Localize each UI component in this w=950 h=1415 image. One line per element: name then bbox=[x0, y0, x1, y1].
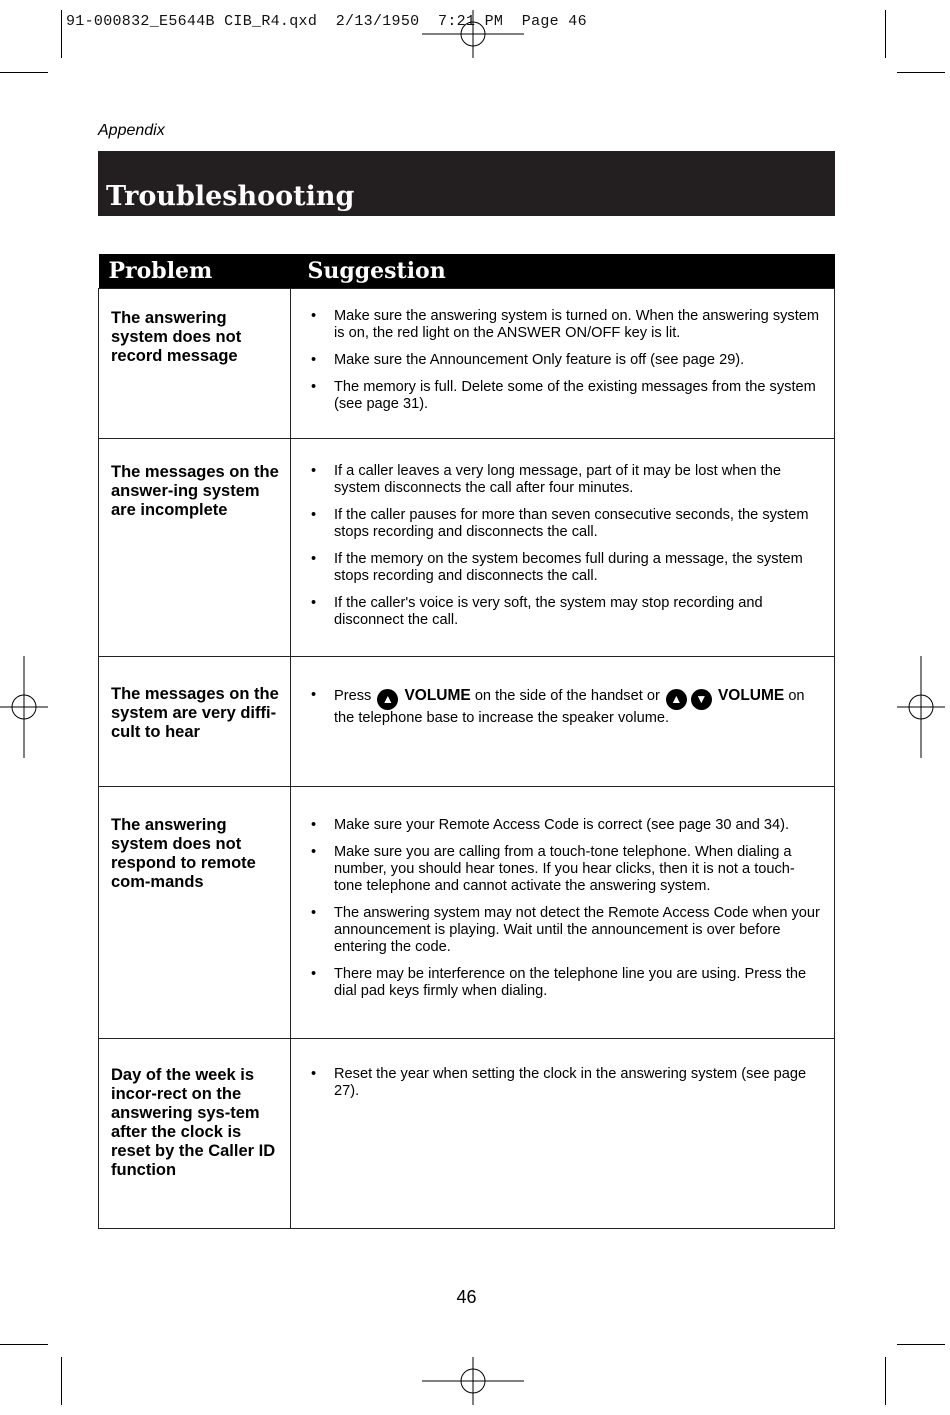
problem-cell: The answering system does not respond to remote com-mands bbox=[99, 787, 291, 1039]
problem-cell: The answering system does not record message bbox=[99, 289, 291, 439]
volume-up-icon: ▲ bbox=[666, 689, 687, 710]
crop-mark bbox=[0, 72, 48, 73]
suggestion-cell bbox=[291, 439, 835, 657]
crop-mark bbox=[885, 10, 886, 58]
header-problem: Problem bbox=[99, 254, 291, 289]
crop-mark bbox=[61, 10, 62, 58]
problem-cell: The messages on the answer-ing system are incomplete bbox=[99, 439, 291, 657]
table-row bbox=[99, 439, 835, 657]
volume-up-icon: ▲ bbox=[377, 689, 398, 710]
list-item: • The memory is full. Delete some of the existing messages from the system (see page 31). bbox=[311, 379, 822, 413]
volume-down-icon: ▼ bbox=[691, 689, 712, 710]
list-item: • Make sure the answering system is turned on. When the answering system is on, the red light on the ANSWER ON/OFF key is lit. bbox=[311, 308, 822, 342]
volume-key-label: VOLUME bbox=[717, 687, 785, 704]
list-item: • Reset the year when setting the clock in the answering system (see page 27). bbox=[311, 1066, 822, 1100]
press-text: Press bbox=[334, 688, 372, 704]
list-item: • The answering system may not detect the Remote Access Code when your announcement is playing. Wait until the announcement is over before entering the code. bbox=[311, 905, 822, 956]
list-item: • If the caller pauses for more than seven consecutive seconds, the system stops recording and disconnects the call. bbox=[311, 507, 822, 541]
list-item: • Make sure the Announcement Only feature is off (see page 29). bbox=[311, 352, 822, 369]
registration-mark-right bbox=[897, 656, 945, 758]
crop-mark bbox=[897, 1344, 945, 1345]
registration-mark-left bbox=[0, 656, 48, 758]
list-item: • If a caller leaves a very long message, part of it may be lost when the system disconnects the call after four minutes. bbox=[311, 463, 822, 497]
suggestion-list bbox=[311, 1066, 822, 1100]
page-title: Troubleshooting bbox=[106, 181, 355, 212]
suggestion-list bbox=[311, 463, 822, 629]
list-item: • There may be interference on the telephone line you are using. Press the dial pad keys firmly when dialing. bbox=[311, 966, 822, 1000]
suggestion-cell bbox=[291, 289, 835, 439]
registration-mark-top bbox=[422, 10, 524, 58]
list-item bbox=[311, 687, 822, 727]
list-item: • Make sure you are calling from a touch-tone telephone. When dialing a number, you should hear tones. If you hear clicks, then it is not a touch-tone telephone and cannot activate the answering system. bbox=[311, 844, 822, 895]
list-item: • If the caller's voice is very soft, the system may stop recording and disconnect the call. bbox=[311, 595, 822, 629]
table-row bbox=[99, 787, 835, 1039]
suggestion-list bbox=[311, 308, 822, 413]
volume-key-label: VOLUME bbox=[404, 687, 471, 704]
page-number: 46 bbox=[456, 1287, 477, 1307]
title-banner bbox=[98, 151, 835, 216]
suggestion-cell bbox=[291, 787, 835, 1039]
list-item: • Make sure your Remote Access Code is correct (see page 30 and 34). bbox=[311, 817, 822, 834]
print-slug: 91-000832_E5644B CIB_R4.qxd 2/13/1950 7:21 PM Page 46 bbox=[66, 13, 587, 30]
problem-cell: Day of the week is incor-rect on the answering sys-tem after the clock is reset by the Caller ID function bbox=[99, 1039, 291, 1229]
table-row bbox=[99, 289, 835, 439]
table-header-row bbox=[99, 254, 835, 289]
suggestion-list bbox=[311, 687, 822, 727]
problem-cell: The messages on the system are very diffi-cult to hear bbox=[99, 657, 291, 787]
crop-mark bbox=[897, 72, 945, 73]
registration-mark-bottom bbox=[422, 1357, 524, 1405]
crop-mark bbox=[885, 1357, 886, 1405]
section-label: Appendix bbox=[98, 122, 165, 139]
suggestion-cell bbox=[291, 657, 835, 787]
handset-text: on the side of the handset or bbox=[474, 688, 660, 704]
table-row bbox=[99, 657, 835, 787]
troubleshooting-table bbox=[98, 254, 835, 1229]
list-item: • If the memory on the system becomes full during a message, the system stops recording and disconnects the call. bbox=[311, 551, 822, 585]
suggestion-list bbox=[311, 817, 822, 1000]
crop-mark bbox=[61, 1357, 62, 1405]
suggestion-cell bbox=[291, 1039, 835, 1229]
table-row bbox=[99, 1039, 835, 1229]
crop-mark bbox=[0, 1344, 48, 1345]
header-suggestion: Suggestion bbox=[291, 254, 835, 289]
base-text: on the telephone base to increase the speaker volume. bbox=[334, 688, 805, 726]
